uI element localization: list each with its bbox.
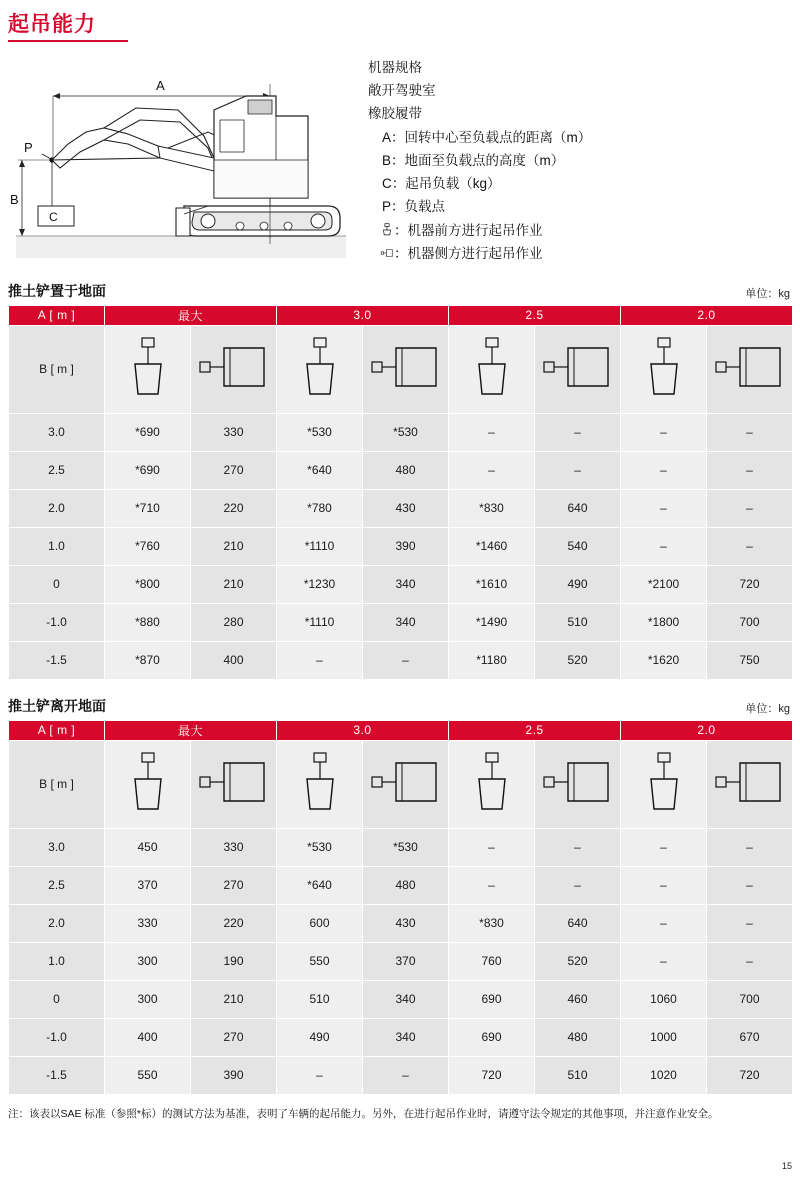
cell: 210: [191, 527, 277, 565]
cell: –: [621, 828, 707, 866]
cell: 430: [363, 904, 449, 942]
icon-cell-side: [707, 325, 793, 413]
cell: *530: [277, 413, 363, 451]
table-2-header: [8, 696, 792, 716]
cell: *800: [105, 565, 191, 603]
cell: –: [707, 828, 793, 866]
icon-cell-front: [449, 740, 535, 828]
cell: *1230: [277, 565, 363, 603]
cell: *1610: [449, 565, 535, 603]
cell: 340: [363, 565, 449, 603]
lifting-capacity-table-blade-down: [8, 305, 793, 680]
row-b-value: 3.0: [9, 828, 105, 866]
table-row: [9, 866, 793, 904]
cell: –: [535, 866, 621, 904]
cell: 220: [191, 904, 277, 942]
row-b-label: B [ m ]: [9, 325, 105, 413]
cell: 600: [277, 904, 363, 942]
cell: –: [621, 866, 707, 904]
cell: *1460: [449, 527, 535, 565]
lift-front-icon: [368, 220, 394, 240]
cell: 370: [105, 866, 191, 904]
row-b-value: 2.5: [9, 451, 105, 489]
icon-cell-front: [621, 325, 707, 413]
cell: –: [707, 866, 793, 904]
spec-item-0: [368, 56, 591, 79]
table-row: [9, 980, 793, 1018]
cell: 480: [363, 866, 449, 904]
page-title-block: [8, 8, 792, 42]
cell: 690: [449, 980, 535, 1018]
cell: *830: [449, 904, 535, 942]
cell: *640: [277, 451, 363, 489]
icon-cell-side: [707, 740, 793, 828]
table-icon-row: [9, 740, 793, 828]
footnote: 注：该表以SAE 标准（参照*标）的测试方法为基准，表明了车辆的起吊能力。另外，在进行起吊作业时，请遵守法令规定的其他事项，并注意作业安全。: [8, 1107, 719, 1120]
cell: –: [707, 413, 793, 451]
row-b-label: B [ m ]: [9, 740, 105, 828]
cell: *530: [277, 828, 363, 866]
header-a-label: A [ m ]: [9, 720, 105, 740]
cell: *1110: [277, 603, 363, 641]
cell: –: [707, 451, 793, 489]
row-b-value: 2.5: [9, 866, 105, 904]
cell: 270: [191, 451, 277, 489]
header-group-25: 2.5: [449, 305, 621, 325]
table-row: [9, 942, 793, 980]
table-row: [9, 451, 793, 489]
row-b-value: 0: [9, 565, 105, 603]
row-b-value: -1.0: [9, 1018, 105, 1056]
cell: –: [707, 942, 793, 980]
cell: –: [621, 942, 707, 980]
icon-cell-front: [105, 740, 191, 828]
cell: 400: [105, 1018, 191, 1056]
spec-item-1: [368, 79, 591, 102]
cell: *710: [105, 489, 191, 527]
spec-text: 敞开驾驶室: [368, 83, 436, 99]
spec-text: P：负载点: [382, 199, 446, 215]
cell: *640: [277, 866, 363, 904]
cell: –: [277, 1056, 363, 1094]
header-group-max: 最大: [105, 305, 277, 325]
cell: –: [277, 641, 363, 679]
icon-cell-side: [535, 740, 621, 828]
cell: 190: [191, 942, 277, 980]
spec-item-3: [368, 126, 591, 149]
cell: 1020: [621, 1056, 707, 1094]
cell: 510: [277, 980, 363, 1018]
cell: 1060: [621, 980, 707, 1018]
cell: 390: [191, 1056, 277, 1094]
table-2-caption: 推土铲离开地面: [8, 697, 106, 714]
cell: 340: [363, 980, 449, 1018]
cell: 270: [191, 1018, 277, 1056]
spec-item-6: [368, 195, 591, 218]
header-group-25: 2.5: [449, 720, 621, 740]
table-row: [9, 489, 793, 527]
cell: *760: [105, 527, 191, 565]
spec-text: 橡胶履带: [368, 106, 422, 122]
header-group-30: 3.0: [277, 305, 449, 325]
cell: *690: [105, 413, 191, 451]
table-row: [9, 565, 793, 603]
table-row: [9, 904, 793, 942]
table-row: [9, 828, 793, 866]
spec-item-2: [368, 102, 591, 125]
cell: –: [621, 451, 707, 489]
table-header-row: [9, 305, 793, 325]
cell: 640: [535, 904, 621, 942]
cell: 330: [105, 904, 191, 942]
cell: 450: [105, 828, 191, 866]
cell: –: [707, 527, 793, 565]
spec-item-8: [368, 242, 591, 265]
header-group-max: 最大: [105, 720, 277, 740]
cell: 210: [191, 980, 277, 1018]
table-1-caption: 推土铲置于地面: [8, 282, 106, 299]
cell: 700: [707, 603, 793, 641]
cell: 460: [535, 980, 621, 1018]
top-section: [8, 48, 792, 265]
cell: 370: [363, 942, 449, 980]
cell: 430: [363, 489, 449, 527]
table-row: [9, 1018, 793, 1056]
cell: 330: [191, 828, 277, 866]
cell: 700: [707, 980, 793, 1018]
row-b-value: 2.0: [9, 904, 105, 942]
cell: 750: [707, 641, 793, 679]
cell: 1000: [621, 1018, 707, 1056]
svg-text:A: A: [156, 78, 165, 93]
row-b-value: 1.0: [9, 527, 105, 565]
icon-cell-front: [621, 740, 707, 828]
cell: –: [707, 489, 793, 527]
cell: *690: [105, 451, 191, 489]
icon-cell-front: [449, 325, 535, 413]
page-number: 15: [781, 1161, 792, 1171]
cell: 670: [707, 1018, 793, 1056]
excavator-diagram: [8, 48, 358, 263]
row-b-value: -1.0: [9, 603, 105, 641]
table-1-header: [8, 281, 792, 301]
cell: 720: [707, 565, 793, 603]
cell: –: [621, 489, 707, 527]
cell: 220: [191, 489, 277, 527]
spec-text: C：起吊负载（kg）: [382, 176, 501, 192]
spec-legend: [368, 48, 591, 265]
cell: –: [449, 413, 535, 451]
cell: *1620: [621, 641, 707, 679]
cell: –: [363, 641, 449, 679]
cell: 340: [363, 603, 449, 641]
cell: 550: [277, 942, 363, 980]
page: [0, 8, 800, 1177]
row-b-value: 1.0: [9, 942, 105, 980]
cell: *1800: [621, 603, 707, 641]
cell: –: [535, 828, 621, 866]
spec-text: A：回转中心至负载点的距离（m）: [382, 129, 592, 145]
header-group-30: 3.0: [277, 720, 449, 740]
cell: –: [449, 451, 535, 489]
svg-text:P: P: [24, 140, 33, 155]
header-a-label: A [ m ]: [9, 305, 105, 325]
cell: 270: [191, 866, 277, 904]
cell: –: [621, 527, 707, 565]
cell: *530: [363, 828, 449, 866]
cell: 330: [191, 413, 277, 451]
spec-text: ：机器侧方进行起吊作业: [394, 245, 543, 261]
spec-text: B：地面至负载点的高度（m）: [382, 152, 565, 168]
icon-cell-side: [191, 325, 277, 413]
icon-cell-side: [191, 740, 277, 828]
row-b-value: -1.5: [9, 1056, 105, 1094]
table-row: [9, 413, 793, 451]
row-b-value: 0: [9, 980, 105, 1018]
icon-cell-side: [363, 325, 449, 413]
cell: 510: [535, 1056, 621, 1094]
spec-item-7: [368, 219, 591, 242]
table-row: [9, 641, 793, 679]
cell: 640: [535, 489, 621, 527]
cell: *880: [105, 603, 191, 641]
row-b-value: 2.0: [9, 489, 105, 527]
cell: –: [707, 904, 793, 942]
cell: 210: [191, 565, 277, 603]
cell: *1490: [449, 603, 535, 641]
cell: 480: [535, 1018, 621, 1056]
spec-text: ：机器前方进行起吊作业: [394, 222, 543, 238]
table-row: [9, 1056, 793, 1094]
icon-cell-front: [277, 740, 363, 828]
cell: 300: [105, 980, 191, 1018]
cell: 520: [535, 641, 621, 679]
cell: *2100: [621, 565, 707, 603]
cell: 490: [535, 565, 621, 603]
table-row: [9, 527, 793, 565]
cell: 390: [363, 527, 449, 565]
page-title: 起吊能力: [8, 13, 96, 36]
lift-side-icon: [368, 243, 394, 263]
cell: *1180: [449, 641, 535, 679]
cell: –: [535, 413, 621, 451]
cell: –: [449, 828, 535, 866]
spec-item-5: [368, 172, 591, 195]
cell: –: [535, 451, 621, 489]
cell: –: [363, 1056, 449, 1094]
cell: 340: [363, 1018, 449, 1056]
cell: *1110: [277, 527, 363, 565]
cell: 720: [707, 1056, 793, 1094]
svg-text:C: C: [49, 210, 58, 224]
icon-cell-front: [105, 325, 191, 413]
cell: –: [449, 866, 535, 904]
cell: –: [621, 904, 707, 942]
cell: 550: [105, 1056, 191, 1094]
lifting-capacity-table-blade-up: [8, 720, 793, 1095]
cell: *870: [105, 641, 191, 679]
spec-item-4: [368, 149, 591, 172]
table-header-row: [9, 720, 793, 740]
cell: 480: [363, 451, 449, 489]
cell: 510: [535, 603, 621, 641]
row-b-value: 3.0: [9, 413, 105, 451]
icon-cell-side: [363, 740, 449, 828]
header-group-20: 2.0: [621, 305, 793, 325]
cell: 280: [191, 603, 277, 641]
cell: 400: [191, 641, 277, 679]
cell: 760: [449, 942, 535, 980]
table-2-unit: 单位：kg: [745, 702, 790, 715]
cell: 490: [277, 1018, 363, 1056]
cell: *830: [449, 489, 535, 527]
cell: 720: [449, 1056, 535, 1094]
spec-text: 机器规格: [368, 60, 422, 75]
cell: –: [621, 413, 707, 451]
table-icon-row: [9, 325, 793, 413]
icon-cell-front: [277, 325, 363, 413]
cell: 540: [535, 527, 621, 565]
icon-cell-side: [535, 325, 621, 413]
table-1-unit: 单位：kg: [745, 287, 790, 300]
header-group-20: 2.0: [621, 720, 793, 740]
cell: 520: [535, 942, 621, 980]
table-row: [9, 603, 793, 641]
row-b-value: -1.5: [9, 641, 105, 679]
cell: 690: [449, 1018, 535, 1056]
cell: *530: [363, 413, 449, 451]
title-underline: [8, 40, 128, 42]
svg-text:B: B: [10, 192, 19, 207]
cell: *780: [277, 489, 363, 527]
cell: 300: [105, 942, 191, 980]
